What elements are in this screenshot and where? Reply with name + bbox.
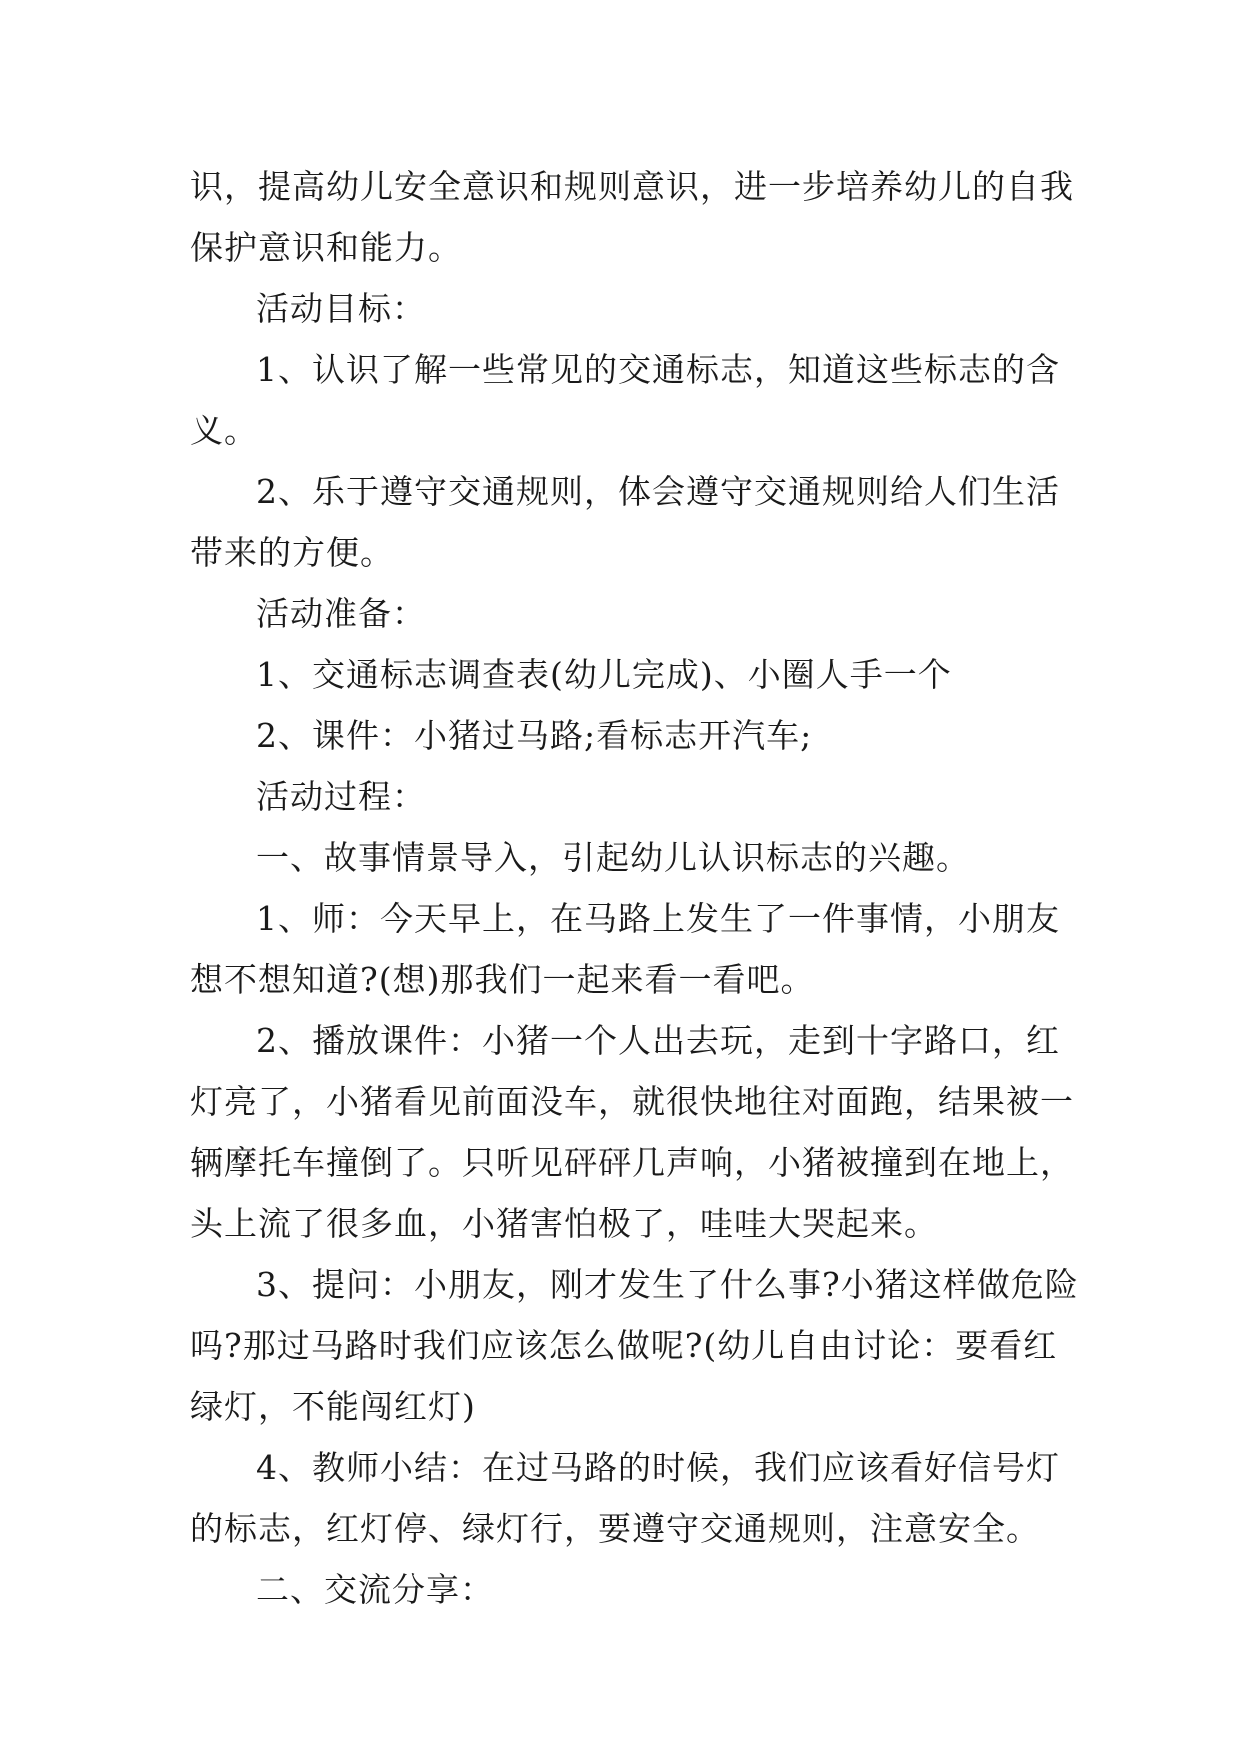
text-line: 1、师：今天早上，在马路上发生了一件事情，小朋友 [256, 899, 1060, 938]
text-line: 带来的方便。 [190, 533, 394, 572]
text-line: 4、教师小结：在过马路的时候，我们应该看好信号灯 [256, 1448, 1060, 1487]
text-line: 想不想知道?(想)那我们一起来看一看吧。 [190, 960, 815, 999]
text-line: 1、认识了解一些常见的交通标志，知道这些标志的含 [256, 350, 1060, 389]
document-body [190, 156, 1079, 1620]
text-line: 义。 [190, 411, 258, 450]
text-line: 2、播放课件：小猪一个人出去玩，走到十字路口，红 [256, 1021, 1060, 1060]
section-heading: 活动准备： [256, 594, 426, 633]
text-line: 保护意识和能力。 [190, 228, 462, 267]
text-line: 绿灯，不能闯红灯) [190, 1387, 476, 1426]
section-heading: 活动目标： [256, 289, 426, 328]
text-line: 一、故事情景导入，引起幼儿认识标志的兴趣。 [256, 838, 970, 877]
text-line: 识，提高幼儿安全意识和规则意识，进一步培养幼儿的自我 [190, 167, 1074, 206]
text-line: 头上流了很多血，小猪害怕极了，哇哇大哭起来。 [190, 1204, 938, 1243]
text-line: 2、课件：小猪过马路;看标志开汽车; [256, 716, 813, 755]
text-line: 灯亮了，小猪看见前面没车，就很快地往对面跑，结果被一 [190, 1082, 1074, 1121]
text-line: 1、交通标志调查表(幼儿完成)、小圈人手一个 [256, 655, 952, 694]
text-line: 吗?那过马路时我们应该怎么做呢?(幼儿自由讨论：要看红 [190, 1326, 1058, 1365]
text-line: 2、乐于遵守交通规则，体会遵守交通规则给人们生活 [256, 472, 1060, 511]
section-heading: 活动过程： [256, 777, 426, 816]
text-line: 的标志，红灯停、绿灯行，要遵守交通规则，注意安全。 [190, 1509, 1040, 1548]
section-heading: 二、交流分享： [256, 1570, 494, 1609]
text-line: 3、提问：小朋友，刚才发生了什么事?小猪这样做危险 [256, 1265, 1079, 1304]
text-line: 辆摩托车撞倒了。只听见砰砰几声响，小猪被撞到在地上， [190, 1143, 1074, 1182]
